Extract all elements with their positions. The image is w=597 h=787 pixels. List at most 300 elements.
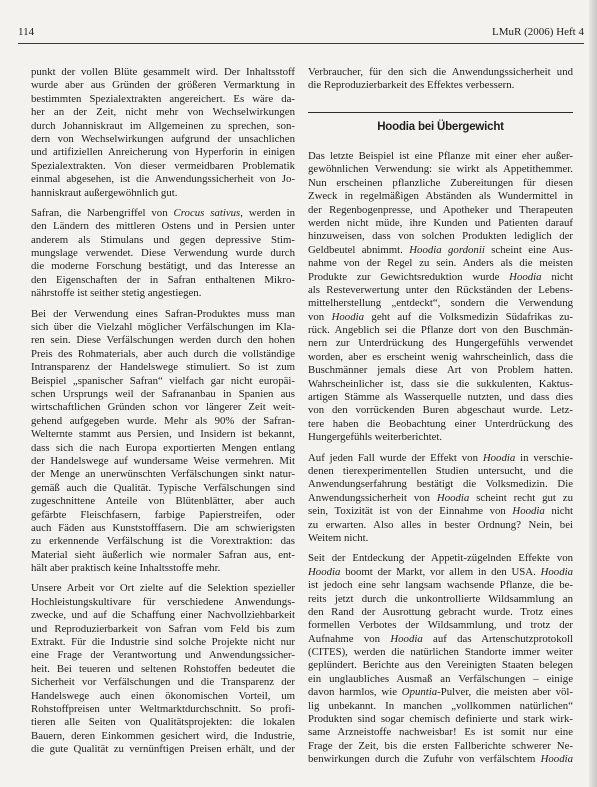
page-number: 114: [18, 26, 35, 38]
text-segment: reits jetzt durch die unkontrollierte Wildsammlung an: [308, 592, 573, 605]
text-line: [31, 401, 295, 414]
paragraph: [308, 150, 573, 445]
line-text: [308, 753, 573, 765]
text-line: [31, 93, 295, 106]
text-segment: scheint recht gut zu: [469, 491, 574, 504]
line-text: [31, 260, 295, 272]
text-line: [31, 321, 295, 334]
line-text: [31, 66, 295, 78]
line-text: [31, 274, 295, 286]
line-text: [31, 287, 201, 299]
line-text: [31, 334, 295, 346]
text-segment: der Handelswege auf wundersame Weise vermehren. Mit: [31, 454, 295, 467]
text-segment: tere haben die Beobachtung einer Unterdrückung des: [308, 417, 573, 430]
line-text: [308, 673, 573, 685]
text-line: [308, 404, 573, 417]
text-segment: bestimmten Spezialextrakten angereichert. Es wäre da-: [31, 92, 295, 105]
text-segment: ist jedoch eine sehr langsam wachsende Pflanze, die be-: [308, 579, 573, 592]
text-line: [31, 348, 295, 361]
text-line: [308, 492, 573, 505]
line-text: [31, 468, 295, 480]
journal-citation: LMuR (2006) Heft 4: [492, 26, 584, 38]
text-line: [308, 726, 573, 739]
line-text: [31, 649, 295, 661]
italic-term: Crocus sativus: [173, 206, 241, 219]
line-text: [31, 549, 295, 561]
text-segment: hinzuweisen, dass von solchen Produkten lediglich der: [308, 230, 573, 243]
right-column-body: [308, 150, 573, 767]
line-text: [308, 337, 573, 349]
line-text: [31, 455, 295, 467]
text-segment: tieren alle Seiten von Qualitätsprojekten: die lokalen: [31, 716, 295, 729]
italic-term: Hoodia: [482, 451, 516, 464]
text-line: [308, 552, 573, 565]
text-segment: scheint eine Aus-: [484, 243, 573, 256]
text-segment: nährstoffe ist seither stetig angestiegen.: [31, 287, 202, 300]
line-text: [31, 730, 295, 742]
paragraph: [308, 552, 573, 766]
text-line: [308, 431, 573, 444]
text-segment: nicht: [541, 270, 573, 283]
text-line: [31, 743, 295, 756]
text-segment: -Pulver, die meisten aber völ-: [437, 686, 574, 699]
text-line: [31, 495, 295, 508]
header-rule: [18, 43, 584, 44]
paragraph: [31, 582, 295, 756]
text-line: [308, 217, 573, 230]
text-segment: Extrakt. Für die Industrie sind solche Projekte nicht nur: [31, 636, 295, 649]
text-line: [308, 378, 573, 391]
scan-edge-shadow: [589, 0, 597, 787]
text-line: [308, 753, 573, 766]
line-text: [31, 690, 295, 702]
line-text: [308, 404, 573, 416]
text-segment: punkt der vollen Blüte gesammelt wird. Der Inhaltsstoff: [31, 66, 295, 78]
text-line: [31, 482, 295, 495]
text-segment: heit. Bei teueren und seltenen Rohstoffen bedeutet die: [31, 662, 295, 675]
line-text: [31, 146, 295, 158]
line-text: [31, 609, 295, 621]
line-text: [31, 348, 295, 360]
italic-term: Hoodia: [308, 565, 341, 578]
line-text: [31, 623, 295, 635]
text-segment: geht auf die Volksmedizin Südafrikas zu-: [364, 310, 573, 323]
text-line: [308, 700, 573, 713]
text-line: [31, 522, 295, 535]
line-text: [308, 163, 573, 175]
line-text: [308, 284, 573, 296]
italic-term: Hoodia: [390, 632, 423, 645]
text-line: [308, 619, 573, 632]
text-segment: Aufnahme von: [308, 632, 391, 645]
text-segment: gemäß auch die Qualität. Typische Verfälschungen sind: [31, 481, 295, 494]
text-segment: Bauern, deren Einkommen gesichert wird, die Industrie,: [31, 729, 295, 742]
text-segment: geplündert. Berichte aus den Vereinigten Staaten belegen: [308, 659, 573, 672]
text-segment: Sicherheit vor Verfälschungen und die Transparenz der: [31, 676, 295, 689]
text-line: [308, 478, 573, 491]
text-line: [31, 287, 295, 300]
text-line: [31, 133, 295, 146]
text-segment: Material sieht äußerlich wie normaler Safran aus, ent-: [31, 548, 295, 561]
line-text: [308, 659, 573, 671]
text-segment: Welternte stammt aus Persien, und Insidern ist bekannt,: [31, 428, 295, 441]
text-line: [308, 337, 573, 350]
italic-term: Hoodia: [509, 270, 542, 283]
text-segment: mungslage verwendet. Diese Verwendung wurde durch: [31, 247, 295, 260]
text-segment: zugeschnittene Anteile von Blütenblätter, aber auch: [31, 495, 295, 508]
text-line: [31, 388, 295, 401]
text-line: [31, 207, 295, 220]
line-text: [308, 452, 573, 464]
text-segment: ein unglaubliches Ausmaß an Verfälschungen – einige: [308, 672, 573, 685]
text-line: [31, 260, 295, 273]
text-line: [308, 633, 573, 646]
text-line: [31, 308, 295, 321]
line-text: [308, 378, 573, 390]
text-segment: , werden in: [240, 206, 295, 219]
text-line: [308, 452, 573, 465]
line-text: [308, 619, 573, 631]
line-text: [308, 431, 442, 443]
text-segment: formellen Verbotes der Wildsammlung, und trotz der: [308, 619, 573, 632]
line-text: [31, 79, 295, 91]
line-text: [31, 676, 295, 688]
paragraph: [308, 452, 573, 546]
line-text: [308, 177, 573, 189]
text-segment: wurde aber aus Gründen der größeren Vermarktung in: [31, 79, 295, 92]
text-segment: einmal abgesehen, ist die Anwendungssicherheit von Jo-: [31, 173, 295, 186]
text-line: [308, 740, 573, 753]
line-text: [31, 187, 177, 199]
text-line: [308, 177, 573, 190]
text-segment: anderem als Stimulans und gegen depressive Stim-: [31, 233, 295, 246]
text-segment: Wahrscheinlicher ist, dass sie die sukkulenten, Kaktus-: [308, 377, 573, 390]
text-line: [31, 636, 295, 649]
text-segment: werden nicht müde, ihre Kunden und Patienten darauf: [308, 216, 573, 229]
text-segment: Produkten sind sogar chemisch definierte und stark wirk-: [308, 713, 573, 726]
text-segment: Hungergefühls weiterberichtet.: [308, 431, 443, 444]
text-segment: dern von Wechselwirkungen aufgrund der unsachlichen: [31, 132, 295, 145]
text-segment: gefärbte Fleischfasern, farbige Papierstreifen, oder: [31, 508, 295, 521]
text-segment: sein, Toxizität ist von der Einnahme von: [308, 505, 513, 518]
text-line: [308, 519, 573, 532]
text-line: [31, 663, 295, 676]
text-segment: von: [308, 310, 332, 323]
text-line: [308, 230, 573, 243]
text-segment: Unsere Arbeit vor Ort zielte auf die Selektion spezieller: [31, 582, 295, 595]
text-segment: same Arzneistoffe nachweisbar! Es ist somit nur eine: [308, 726, 573, 739]
line-text: [31, 321, 295, 333]
text-segment: gehend aufgegeben wurde. Mehr als 90% der Safran-: [31, 414, 295, 427]
line-text: [31, 120, 295, 132]
line-text: [308, 391, 573, 403]
line-text: [308, 230, 573, 242]
text-segment: Beispiel „spanischer Safran“ vielfach gar nicht europäi-: [31, 374, 295, 387]
line-text: [31, 442, 295, 454]
text-line: [31, 428, 295, 441]
text-segment: den Ländern des mittleren Ostens und in Persien unter: [31, 220, 295, 233]
line-text: [308, 418, 573, 430]
text-line: [31, 609, 295, 622]
line-text: [308, 606, 573, 618]
text-line: [308, 646, 573, 659]
text-line: [31, 649, 295, 662]
line-text: [308, 700, 573, 712]
line-text: [308, 646, 573, 658]
text-segment: gewöhnlichen Verwendung: sie wirkt als Appetithemmer.: [308, 163, 573, 176]
line-text: [308, 257, 573, 269]
text-segment: eine Frage der Verantwortung und Anwendungssicher-: [31, 649, 295, 662]
text-segment: rück. Angeblich sei die Pflanze dort von den Buschmän-: [308, 324, 573, 337]
text-segment: schen Ursprungs weil der Safrananbau in Spanien aus: [31, 387, 295, 400]
text-segment: hält aber praktisch keine Inhaltsstoffe mehr.: [31, 562, 221, 575]
text-segment: auch Fäden aus Kunststofffasern. Die am schwierigsten: [31, 521, 295, 534]
text-segment: Buschmänner jemals diese Art von Problem hatten.: [308, 364, 573, 377]
text-segment: ren sein. Diese Verfälschungen werden durch den hohen: [31, 334, 295, 347]
paragraph: [31, 66, 295, 200]
line-text: [308, 150, 573, 162]
text-line: [31, 361, 295, 374]
text-segment: und Reproduzierbarkeit von Safran vom Feld bis zum: [31, 622, 295, 635]
text-segment: hanniskraut außergewöhnlich gut.: [31, 186, 178, 199]
text-segment: von den vorrückenden Buren abgeschaut wurde. Letz-: [308, 404, 573, 417]
text-segment: Seit der Entdeckung der Appetit-zügelnden Effekte von: [308, 552, 573, 565]
right-column-lead: [308, 66, 573, 93]
text-line: [31, 468, 295, 481]
text-line: [31, 730, 295, 743]
line-text: [31, 596, 295, 608]
line-text: [31, 160, 295, 172]
line-text: [308, 204, 573, 216]
line-text: [308, 190, 573, 202]
text-segment: Nun erscheinen pflanzliche Zubereitungen für diesen: [308, 176, 573, 189]
text-segment: Auf jeden Fall wurde der Effekt von: [308, 451, 483, 464]
text-segment: mittelherstellung „entdeckt“, sondern die Verwendung: [308, 297, 573, 310]
paragraph: [31, 308, 295, 576]
text-line: [31, 247, 295, 260]
line-text: [31, 562, 220, 574]
text-segment: nahme von der Regel zu sein. Anders als die meisten: [308, 257, 573, 270]
text-segment: Preis des Rohmaterials, aber auch durch die vollständige: [31, 347, 295, 360]
text-line: [31, 509, 295, 522]
text-segment: her an der Zeit, nicht mehr von Wechselwirkungen: [31, 106, 295, 119]
text-line: [308, 686, 573, 699]
line-text: [308, 633, 573, 645]
left-column: [31, 66, 295, 757]
text-line: [308, 606, 573, 619]
text-line: [31, 549, 295, 562]
text-line: [31, 160, 295, 173]
section-rule: [308, 112, 573, 113]
text-segment: auf das Artenschutzprotokoll: [422, 632, 573, 645]
line-text: [31, 535, 295, 547]
line-text: [308, 505, 573, 517]
text-line: [308, 163, 573, 176]
text-segment: zwecke, und auf die Schaffung einer Nachvollziehbarkeit: [31, 609, 295, 622]
text-line: [31, 79, 295, 92]
text-line: [308, 505, 573, 518]
text-segment: als Resteverwertung unter den Rückständen der Lebens-: [308, 283, 573, 296]
text-segment: denen tierexperimentellen Studien untersucht, und die: [308, 464, 573, 477]
text-segment: artigen Stämme als Wasserquelle nutzten, und dass dies: [308, 391, 573, 404]
text-segment: den Eigenschaften der in Safran enthaltenen Mikro-: [31, 273, 295, 286]
line-text: [31, 173, 295, 185]
text-segment: zu erwarten. Also alles in bester Ordnung? Nein, bei: [308, 518, 573, 531]
line-text: [308, 79, 514, 91]
italic-term: Hoodia: [540, 565, 573, 578]
text-segment: Geldbeutel abnimmt.: [308, 243, 410, 256]
text-line: [31, 120, 295, 133]
text-line: [31, 173, 295, 186]
line-text: [308, 271, 573, 283]
text-line: [31, 106, 295, 119]
text-line: [31, 146, 295, 159]
line-text: [308, 593, 573, 605]
line-text: [31, 428, 295, 440]
right-column: [308, 66, 573, 778]
line-text: [308, 244, 573, 256]
text-line: [31, 234, 295, 247]
text-line: [308, 204, 573, 217]
section-heading: Hoodia bei Übergewicht: [377, 121, 504, 133]
line-text: [31, 703, 295, 715]
line-text: [308, 364, 573, 376]
text-line: [308, 713, 573, 726]
text-line: [308, 284, 573, 297]
text-line: [31, 596, 295, 609]
text-line: [308, 297, 573, 310]
line-text: [31, 220, 295, 232]
text-line: [308, 257, 573, 270]
text-segment: Safran, die Narbengriffel von: [31, 206, 174, 219]
line-text: [31, 401, 295, 413]
text-segment: der Menge an unerwünschten Verfälschungen sinkt natur-: [31, 468, 295, 481]
italic-term: Hoodia: [540, 753, 573, 766]
line-text: [308, 217, 573, 229]
text-segment: durch Johanniskraut im Allgemeinen zu sprechen, son-: [31, 119, 295, 132]
text-segment: boomt der Markt, vor allem in den USA.: [340, 565, 541, 578]
text-line: [308, 311, 573, 324]
text-line: [308, 532, 573, 545]
line-text: [308, 713, 573, 725]
text-line: [308, 579, 573, 592]
text-line: [308, 150, 573, 163]
text-segment: zu erkennende Verfälschung ist die Vorextraktion: das: [31, 535, 295, 548]
line-text: [308, 686, 573, 698]
text-line: [31, 716, 295, 729]
text-line: [31, 535, 295, 548]
text-segment: dass sich die nach Europa exportierten Mengen entlang: [31, 441, 295, 454]
text-segment: und artifiziellen Anreicherung von Hyperforin in einigen: [31, 146, 295, 159]
line-text: [31, 482, 295, 494]
line-text: [308, 297, 573, 309]
text-line: [308, 351, 573, 364]
line-text: [308, 311, 573, 323]
text-segment: Weitem nicht.: [308, 531, 369, 544]
text-line: [308, 566, 573, 579]
text-line: [31, 442, 295, 455]
text-line: [31, 623, 295, 636]
line-text: [31, 133, 295, 145]
text-segment: Verbraucher, für den sich die Anwendungssicherheit und: [308, 66, 573, 78]
line-text: [31, 375, 295, 387]
line-text: [31, 636, 295, 648]
running-header: [18, 25, 584, 39]
text-segment: nicht: [544, 505, 573, 518]
text-segment: die Reproduzierbarkeit des Effektes verbessern.: [308, 79, 515, 92]
line-text: [308, 465, 573, 477]
text-segment: in verschie-: [515, 451, 573, 464]
line-text: [31, 716, 295, 728]
text-segment: Anwendungserfahrung bestätigt die Volksmedizin. Die: [308, 478, 573, 491]
text-segment: Intransparenz der Handelswege stimuliert. So ist zum: [31, 361, 295, 374]
italic-term: Hoodia: [436, 491, 470, 504]
text-line: [31, 455, 295, 468]
text-segment: Handelswege auch einen ökonomischen Vorteil, um: [31, 689, 295, 702]
line-text: [31, 93, 295, 105]
text-line: [31, 703, 295, 716]
text-line: [31, 187, 295, 200]
line-text: [31, 234, 295, 246]
paragraph: [31, 207, 295, 301]
line-text: [308, 324, 573, 336]
text-line: [31, 220, 295, 233]
italic-term: Hoodia: [512, 505, 545, 518]
text-line: [31, 582, 295, 595]
text-line: [31, 415, 295, 428]
text-segment: Das letzte Beispiel ist eine Pflanze mit einer eher außer-: [308, 150, 573, 162]
text-line: [31, 690, 295, 703]
italic-term: Hoodia gordonii: [409, 243, 485, 256]
text-segment: (CITES), werden die natürlichen Standorte immer weiter: [308, 646, 573, 659]
italic-term: Hoodia: [331, 310, 365, 323]
line-text: [308, 66, 573, 78]
text-line: [308, 271, 573, 284]
line-text: [31, 361, 295, 373]
line-text: [308, 492, 573, 504]
text-line: [308, 79, 573, 92]
line-text: [308, 478, 573, 490]
text-line: [31, 274, 295, 287]
text-segment: Rohstoffpreisen unter Weltmarktdurchschnitt. So profi-: [31, 702, 295, 715]
text-segment: Anwendungssicherheit von: [308, 491, 437, 504]
line-text: [308, 740, 573, 752]
text-line: [308, 673, 573, 686]
text-line: [31, 375, 295, 388]
text-segment: davon harmlos, wie: [308, 686, 402, 699]
text-segment: Frage der Zeit, bis die ersten Fallberichte schwerer Ne-: [308, 739, 573, 752]
text-line: [308, 244, 573, 257]
text-segment: Produkte zur Gewichtsreduktion wurde: [308, 270, 510, 283]
line-text: [308, 726, 573, 738]
line-text: [31, 247, 295, 259]
line-text: [31, 582, 295, 594]
text-segment: sich über die Vielzahl möglicher Verfälschungen im Kla-: [31, 321, 295, 334]
line-text: [308, 519, 573, 531]
line-text: [31, 663, 295, 675]
text-segment: Bei der Verwendung eines Safran-Produktes muss man: [31, 307, 295, 320]
line-text: [31, 308, 295, 320]
text-segment: nern zur Unterdrückung des Hungergefühls verwendet: [308, 337, 573, 350]
text-segment: benwirkungen durch die Zufuhr von verfälschtem: [308, 753, 541, 766]
text-line: [308, 364, 573, 377]
text-line: [31, 562, 295, 575]
text-segment: die gute Qualität zu vernünftigen Preisen erhält, und der: [31, 743, 295, 756]
text-segment: Hochleistungskultivare für verschiedene Anwendungs-: [31, 595, 295, 608]
text-segment: der Regenbogenpresse, und Apotheker und Therapeuten: [308, 203, 573, 216]
text-segment: die moderne Forschung bestätigt, und das Interesse an: [31, 260, 295, 273]
text-line: [308, 593, 573, 606]
